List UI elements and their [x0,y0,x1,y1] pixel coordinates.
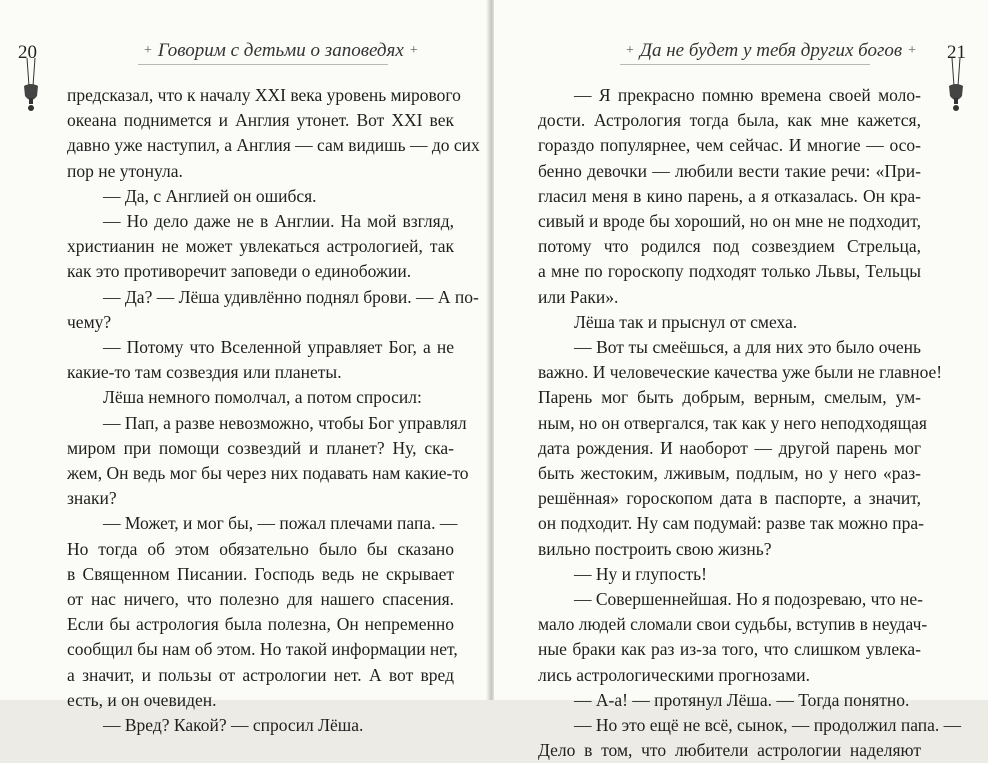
running-header-right [620,40,922,62]
header-title-left: Говорим с детьми о заповедях [157,40,404,61]
text-line: — Но это ещё не всё, сынок, — продолжил папа. — [574,715,962,736]
text-line: жем, Он ведь мог бы через них подавать нам какие-то [67,463,469,484]
text-line: как это противоречит заповеди о единобожии. [67,261,412,282]
text-line: мало людей сломали свои судьбы, вступив в неудач- [538,614,928,635]
hanging-lamp-icon [20,58,42,112]
hanging-lamp-icon [945,58,967,112]
text-line: — Совершеннейшая. Но я подозреваю, что не- [574,589,923,610]
text-line: давно уже наступил, а Англия — сам видишь — до сих [67,135,480,156]
text-line: — Ну и глупость! [574,563,707,584]
page-number-right: 21 [947,42,966,63]
text-line: а значит, и пользы от астрологии нет. А вот вред [67,664,454,685]
text-line: миром при помощи созвездий и планет? Ну, ска- [67,437,454,458]
text-line: дата рождения. И наоборот — другой парень мог [538,437,921,458]
text-line: — Вред? Какой? — спросил Лёша. [103,715,364,736]
text-line: предсказал, что к началу XXI века уровень мирового [67,85,461,105]
text-line: океана поднимется и Англия утонет. Вот XXI век [67,110,454,131]
text-line: Парень мог быть добрым, верным, смелым, ум- [538,387,921,408]
text-line: потому что родился под созвездием Стрельца, [538,236,921,257]
text-line: вильно построить свою жизнь? [538,538,772,559]
text-line: Лёша немного помолчал, а потом спросил: [103,387,422,408]
text-line: христианин не может увлекаться астрологией, так [67,236,454,257]
text-line: ным, но он отвергался, так как у него неподходящая [538,412,927,433]
text-line: — Но дело даже не в Англии. На мой взгляд, [103,211,454,232]
text-line: Дело в том, что любители астрологии наделяют [538,740,921,761]
text-line: он подходит. Ну сам подумай: разве так можно пра- [538,513,924,534]
right-page [494,0,988,761]
text-line: гораздо популярнее, чем сейчас. И многие — осо- [538,135,921,156]
header-rule-left [138,64,388,65]
text-line: — Пап, а разве невозможно, чтобы Бог управлял [103,412,467,433]
text-line: — Да? — Лёша удивлённо поднял брови. — А по- [103,286,479,307]
left-page-text [67,83,480,738]
ornament-cross-icon: + [144,43,152,58]
ornament-cross-icon: + [409,43,418,58]
text-line: Но тогда об этом обязательно было бы сказано [67,538,454,559]
text-line: — Потому что Вселенной управляет Бог, а не [103,337,454,358]
text-line: важно. И человеческие качества уже были не главное! [538,362,943,383]
text-line: в Священном Писании. Господь ведь не скрывает [67,563,454,584]
text-line: — Да, с Англией он ошибся. [103,185,317,206]
text-line: дости. Астрология тогда была, как мне кажется, [538,110,921,131]
text-line: или Раки». [538,286,619,307]
text-line: чему? [67,311,112,332]
text-line: — А-а! — протянул Лёша. — Тогда понятно. [574,689,910,710]
text-line: а мне по гороскопу подходят только Львы, Тельцы [538,261,921,282]
page-number-left: 20 [18,42,37,63]
text-line: сивый и вроде бы хороший, но он мне не подходит, [538,211,921,232]
ornament-cross-icon: + [908,43,917,58]
text-line: лись астрологическими прогнозами. [538,664,811,685]
text-line: сообщил бы нам об этом. Но такой информации нет, [67,639,458,660]
text-line: — Вот ты смеёшься, а для них это было очень [574,337,921,358]
text-line: — Я прекрасно помню времена своей моло- [574,85,921,105]
text-line: Если бы астрология была полезна, Он непременно [67,614,454,635]
running-header-left [138,40,424,62]
text-line: гласил меня в кино парень, а я отказалась. Он кра- [538,185,921,206]
header-title-right: Да не будет у тебя других богов [639,40,903,61]
text-line: Лёша так и прыснул от смеха. [574,311,798,332]
text-line: знаки? [67,488,117,509]
left-page [0,0,488,736]
text-line: — Может, и мог бы, — пожал плечами папа. — [103,513,458,534]
text-line: какие-то там созвездия или планеты. [67,362,342,383]
text-line: бенно девочки — любили вести такие речи: «При- [538,160,921,181]
text-line: быть жестоким, лживым, подлым, но у него «раз- [538,463,921,484]
header-rule-right [620,64,870,65]
text-line: ные браки как раз из-за того, что слишком увлека- [538,639,921,660]
right-page-text [538,83,962,763]
text-line: есть, и он очевиден. [67,689,217,710]
ornament-cross-icon: + [626,43,634,58]
text-line: от нас ничего, что полезно для нашего спасения. [67,589,454,610]
text-line: пор не утонула. [67,160,183,181]
text-line: решённая» гороскопом дата в паспорте, а значит, [538,488,921,509]
